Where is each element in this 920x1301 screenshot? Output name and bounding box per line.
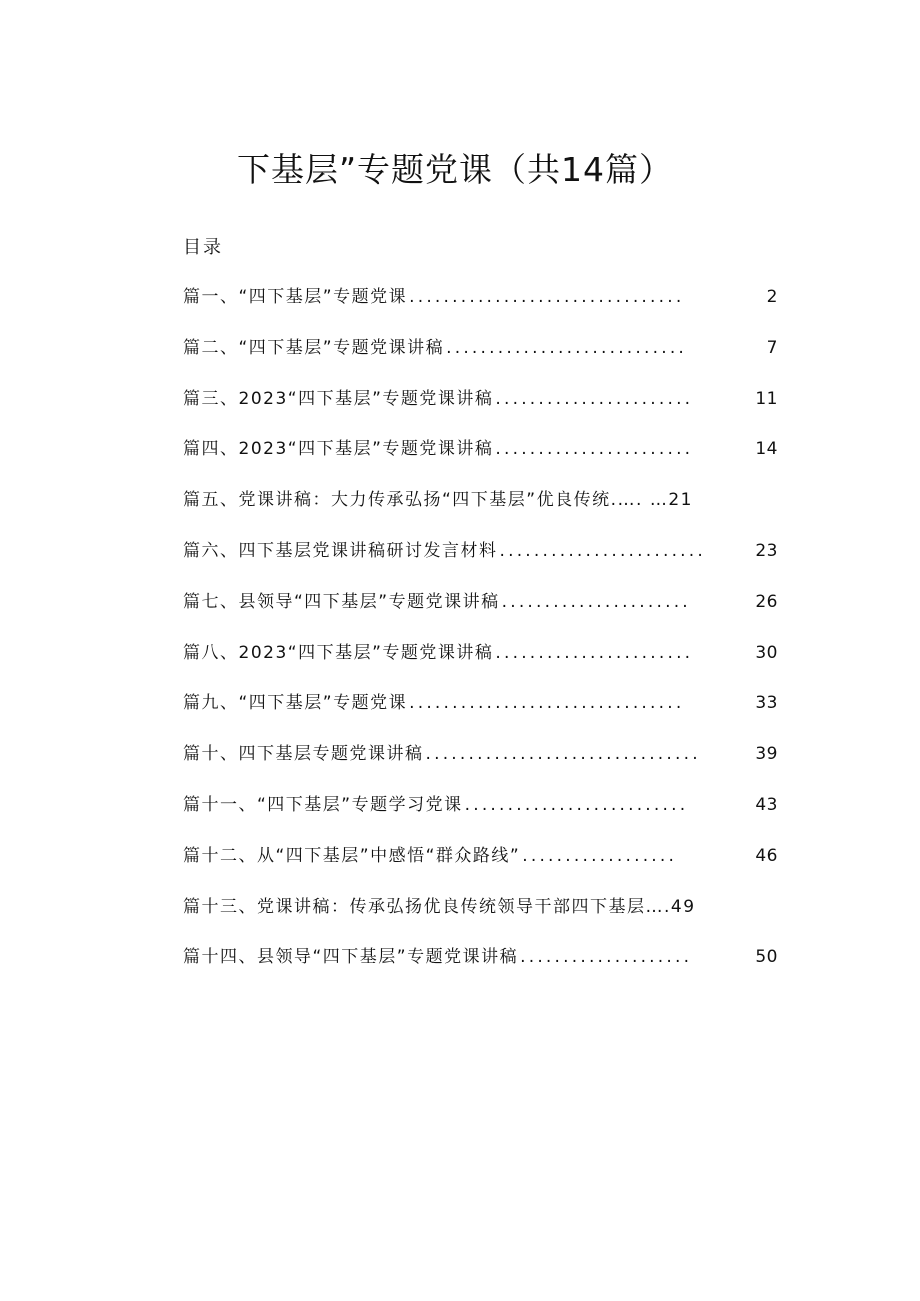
toc-entry[interactable] [183, 488, 778, 539]
toc-entry[interactable] [183, 793, 778, 844]
toc-entry[interactable] [183, 387, 778, 438]
toc-entry-label: 篇六、四下基层党课讲稿研讨发言材料 [183, 540, 498, 561]
toc-entry-label: 篇七、县领导“四下基层”专题党课讲稿 [183, 591, 500, 612]
toc-dot-leader: .................... [520, 947, 693, 968]
toc-page-number: 2 [766, 287, 778, 307]
toc-page-number: 43 [755, 794, 778, 815]
toc-page-number: 50 [755, 947, 778, 968]
toc-entry-label: 篇八、2023“四下基层”专题党课讲稿 [183, 642, 494, 663]
toc-page-number: 46 [755, 845, 778, 866]
toc-page-number: 30 [755, 642, 778, 663]
toc-entry-label: 篇十二、从“四下基层”中感悟“群众路线” [183, 845, 521, 866]
toc-page-number: 23 [755, 540, 778, 561]
toc-entry-label: 篇十四、县领导“四下基层”专题党课讲稿 [183, 947, 519, 968]
toc-entry-label: 篇十三、党课讲稿：传承弘扬优良传统领导干部四下基层….49 [183, 896, 696, 917]
toc-entry[interactable] [183, 590, 778, 641]
toc-entry[interactable] [183, 844, 778, 895]
toc-entry-label: 篇一、“四下基层”专题党课 [183, 287, 408, 307]
toc-page-number: 33 [755, 693, 778, 714]
toc-dot-leader: ................................ [409, 287, 685, 307]
toc-dot-leader: ...................... [501, 591, 691, 612]
toc-page-number: 11 [755, 388, 778, 409]
toc-dot-leader: ........................ [499, 540, 706, 561]
toc-list [183, 285, 778, 996]
toc-dot-leader: ....................... [495, 439, 694, 460]
toc-entry[interactable] [183, 539, 778, 590]
toc-entry[interactable] [183, 285, 778, 336]
toc-entry-label: 篇十、四下基层专题党课讲稿 [183, 744, 424, 765]
toc-entry[interactable] [183, 945, 778, 996]
toc-dot-leader: ....................... [495, 388, 694, 409]
toc-entry-label: 篇五、党课讲稿：大力传承弘扬“四下基层”优良传统.…. …21 [183, 490, 693, 511]
toc-page-number: 14 [755, 439, 778, 460]
toc-dot-leader: .................. [522, 845, 678, 866]
toc-entry[interactable] [183, 336, 778, 387]
toc-entry[interactable] [183, 437, 778, 488]
toc-dot-leader: ................................ [409, 693, 685, 714]
document-title: 下基层”专题党课（共14篇） [236, 150, 674, 189]
toc-dot-leader: ............................ [446, 337, 688, 358]
toc-page-number: 39 [755, 744, 778, 765]
toc-entry-label: 篇四、2023“四下基层”专题党课讲稿 [183, 439, 494, 460]
toc-page-number: 26 [755, 591, 778, 612]
toc-dot-leader: .......................... [464, 794, 689, 815]
toc-entry-label: 篇十一、“四下基层”专题学习党课 [183, 794, 463, 815]
toc-entry[interactable] [183, 691, 778, 742]
toc-entry-label: 篇三、2023“四下基层”专题党课讲稿 [183, 388, 494, 409]
toc-dot-leader: ................................ [425, 744, 701, 765]
toc-heading: 目录 [183, 237, 223, 258]
toc-entry-label: 篇九、“四下基层”专题党课 [183, 693, 408, 714]
toc-entry[interactable] [183, 742, 778, 793]
toc-entry[interactable] [183, 895, 778, 946]
toc-page-number: 7 [766, 337, 778, 358]
toc-dot-leader: ....................... [495, 642, 694, 663]
toc-entry[interactable] [183, 641, 778, 692]
toc-entry-label: 篇二、“四下基层”专题党课讲稿 [183, 337, 445, 358]
